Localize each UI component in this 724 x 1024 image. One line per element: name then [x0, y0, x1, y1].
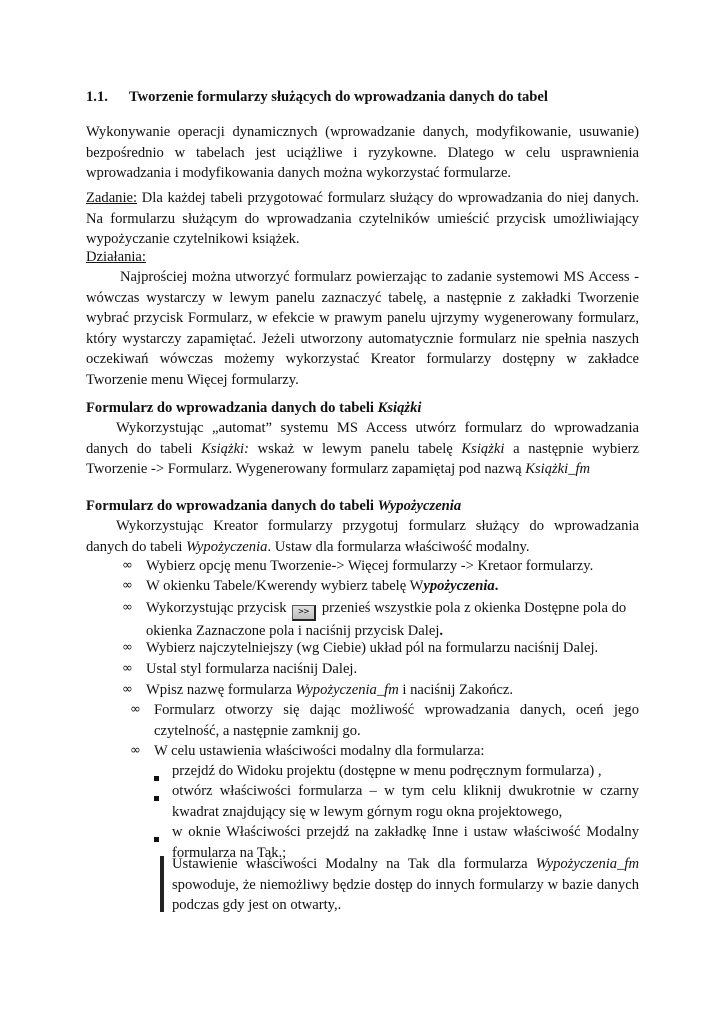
square-bullet-icon	[154, 788, 159, 809]
section1-title: Formularz do wprowadzania danych do tabeli Książki	[86, 400, 422, 416]
sub-list-item: przejdź do Widoku projektu (dostępne w menu podręcznym formularza) ,	[154, 761, 639, 782]
note-paragraph: Ustawienie właściwości Modalny na Tak dla formularza Wypożyczenia_fm spowoduje, że niemożliwy będzie dostęp do innych formularzy w bazie danych podczas gdy jest on otwarty,.	[172, 856, 639, 913]
section2-paragraph: Wykorzystując Kreator formularzy przygotuj formularz służący do wprowadzania danych do tabeli Wypożyczenia. Ustaw dla formularza właściwość modalny.	[86, 518, 639, 555]
section-heading	[86, 87, 639, 108]
list-item: ∞ Formularz otworzy się dając możliwość wprowadzania danych, oceń jego czytelność, a następnie zamknij go.	[130, 702, 639, 739]
list-item: ∞ Wpisz nazwę formularza Wypożyczenia_fm i naciśnij Zakończ.	[122, 680, 639, 701]
heading-title: Tworzenie formularzy służących do wprowadzania danych do tabel	[128, 89, 548, 105]
infinity-bullet-icon: ∞	[122, 682, 133, 697]
list-item: ∞ Wybierz najczytelniejszy (wg Ciebie) układ pól na formularzu naciśnij Dalej.	[122, 638, 639, 659]
list-item: ∞ W celu ustawienia właściwości modalny dla formularza:	[130, 741, 639, 762]
infinity-bullet-icon: ∞	[122, 661, 133, 676]
infinity-bullet-icon: ∞	[130, 702, 141, 717]
square-bullet-icon	[154, 829, 159, 850]
section2-title: Formularz do wprowadzania danych do tabeli Wypożyczenia	[86, 498, 462, 514]
sub-list-item: otwórz właściwości formularza – w tym celu kliknij dwukrotnie w czarny kwadrat znajdujący się w lewym górnym rogu okna projektowego,	[154, 781, 639, 822]
task-text: Dla każdej tabeli przygotować formularz służący do wprowadzania do niej danych. Na formularzu służącym do wprowadzania czytelników umieścić przycisk umożliwiający wypożyczanie czytelnikowi książek.	[86, 190, 639, 247]
infinity-bullet-icon: ∞	[130, 743, 141, 758]
move-all-button-icon: >>	[292, 605, 316, 621]
infinity-bullet-icon: ∞	[122, 558, 133, 573]
list-item: ∞ Ustal styl formularza naciśnij Dalej.	[122, 659, 639, 680]
actions-paragraph: Najprościej można utworzyć formularz powierzając to zadanie systemowi MS Access - wówczas wystarczy w lewym panelu zaznaczyć tabelę, a następnie z zakładki Tworzenie wybrać przycisk Formularz, w efekcie w prawym panelu ujrzymy wygenerowany formularz, który wystarczy zapamiętać. Jeżeli utworzony automatycznie formularz nie spełnia naszych oczekiwań wówczas możemy wykorzystać Kreator formularzy dostępny w zakładce Tworzenie menu Więcej formularzy.	[86, 269, 639, 388]
list-item: ∞ W okienku Tabele/Kwerendy wybierz tabelę Wypożyczenia.	[122, 576, 639, 597]
list-item: ∞ Wykorzystując przycisk >> przenieś wszystkie pola z okienka Dostępne pola do okienka Zaznaczone pola i naciśnij przycisk Dalej.	[122, 600, 627, 639]
infinity-bullet-icon: ∞	[122, 640, 133, 655]
task-paragraph	[86, 188, 639, 250]
note-bar	[160, 856, 164, 912]
infinity-bullet-icon: ∞	[122, 600, 133, 615]
intro-paragraph: Wykonywanie operacji dynamicznych (wprowadzanie danych, modyfikowanie, usuwanie) bezpośrednio w tabelach jest uciążliwe i ryzykowne. Dlatego w celu usprawnienia wprowadzania i modyfikowania danych można wykorzystać formularze.	[86, 124, 639, 181]
section1-paragraph: Wykorzystując „automat” systemu MS Access utwórz formularz do wprowadzania danych do tabeli Książki: wskaż w lewym panelu tabelę Książki a następnie wybierz Tworzenie -> Formularz. Wygenerowany formularz zapamiętaj pod nazwą Książki_fm	[86, 420, 639, 477]
sub-list-item: w oknie Właściwości przejdź na zakładkę Inne i ustaw właściwość Modalny formularza na Tak.;	[154, 822, 639, 863]
actions-label: Działania:	[86, 249, 146, 265]
list-item: ∞ Wybierz opcję menu Tworzenie-> Więcej formularzy -> Kretaor formularzy.	[122, 556, 639, 577]
actions-label-line	[86, 247, 639, 268]
heading-number: 1.1.	[86, 89, 108, 105]
task-label: Zadanie:	[86, 190, 138, 206]
infinity-bullet-icon: ∞	[122, 578, 133, 593]
